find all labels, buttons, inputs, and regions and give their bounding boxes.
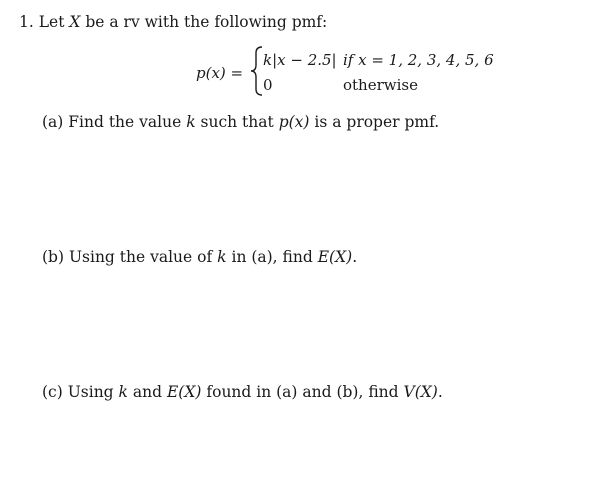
constant-k: k	[118, 383, 128, 401]
pmf-symbol: p(x)	[278, 113, 310, 131]
part-b-text: Using the value of	[68, 248, 213, 266]
random-variable-x: X	[69, 13, 81, 31]
pmf-case2-condition: otherwise	[343, 76, 418, 94]
part-a-label: (a)	[42, 113, 64, 131]
part-a-text: is a proper pmf.	[314, 113, 440, 131]
question-part-a	[42, 113, 439, 131]
part-a-text: Find the value	[68, 113, 182, 131]
variance-symbol: V(X)	[403, 383, 438, 401]
problem-statement	[19, 13, 327, 31]
part-c-label: (c)	[42, 383, 63, 401]
constant-k: k	[217, 248, 227, 266]
part-c-text: and	[132, 383, 163, 401]
left-brace-icon	[250, 46, 264, 96]
question-part-b	[42, 248, 357, 266]
problem-number: 1.	[19, 13, 34, 31]
part-b-period: .	[352, 248, 358, 266]
constant-k: k	[186, 113, 196, 131]
pmf-lhs: p(x) =	[196, 64, 244, 82]
question-part-c	[42, 383, 443, 401]
part-a-text: such that	[200, 113, 274, 131]
pmf-case1-expression: k|x − 2.5|	[263, 51, 337, 69]
intro-text-start: Let	[38, 13, 65, 31]
part-b-label: (b)	[42, 248, 65, 266]
pmf-case1-condition: if x = 1, 2, 3, 4, 5, 6	[343, 51, 494, 69]
part-c-text: Using	[67, 383, 114, 401]
part-c-text: found in (a) and (b), find	[206, 383, 399, 401]
part-b-text: in (a), find	[231, 248, 313, 266]
part-c-period: .	[437, 383, 443, 401]
expectation-symbol: E(X)	[317, 248, 353, 266]
intro-text-end: be a rv with the following pmf:	[85, 13, 328, 31]
pmf-case2-expression: 0	[263, 76, 273, 94]
expectation-symbol: E(X)	[166, 383, 202, 401]
